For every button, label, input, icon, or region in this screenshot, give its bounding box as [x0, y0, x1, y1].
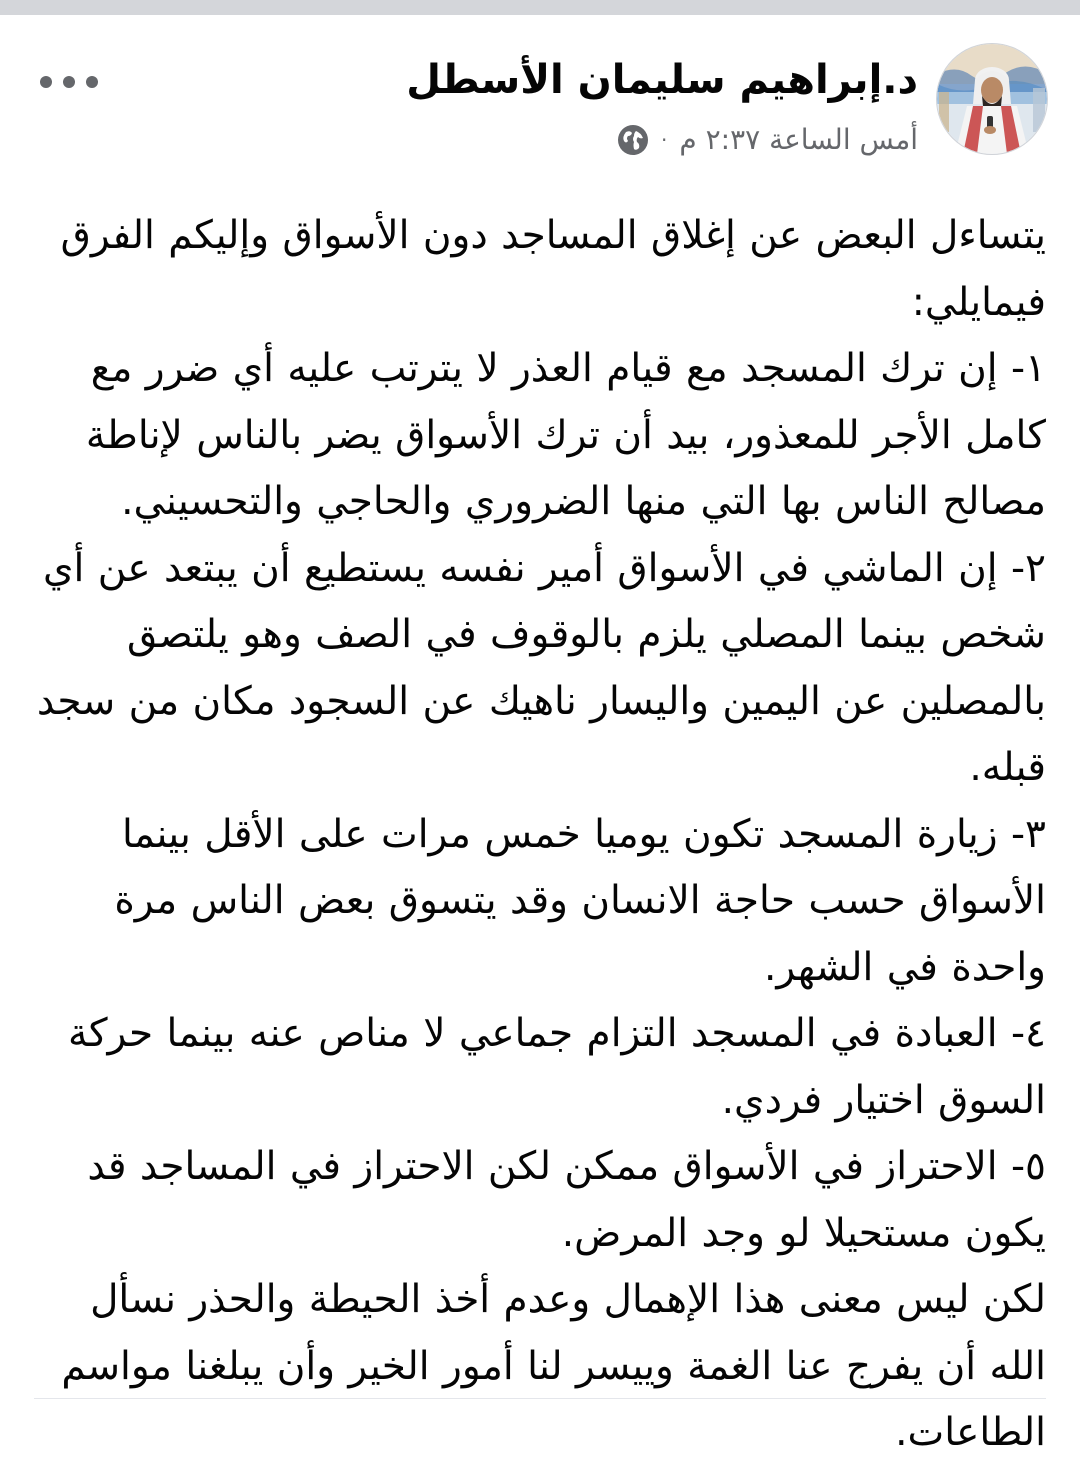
- meta-separator: ·: [661, 127, 668, 152]
- author-name[interactable]: د.إبراهيم سليمان الأسطل: [406, 57, 918, 103]
- post-text: [34, 203, 1046, 1467]
- author-avatar[interactable]: [936, 43, 1048, 155]
- more-options-dot: [40, 76, 52, 88]
- more-options-dot: [86, 76, 98, 88]
- post-paragraph: ٤- العبادة في المسجد التزام جماعي لا مناص عنه بينما حركة السوق اختيار فردي.: [68, 1011, 1046, 1123]
- avatar-photo: [937, 44, 1047, 154]
- post-paragraph: ٣- زيارة المسجد تكون يوميا خمس مرات على الأقل بينما الأسواق حسب حاجة الانسان وقد يتسوق بعض الناس مرة واحدة في الشهر.: [114, 811, 1046, 990]
- post-paragraph: ٥- الاحتراز في الأسواق ممكن لكن الاحتراز في المساجد قد يكون مستحيلا لو وجد المرض.: [87, 1144, 1046, 1256]
- more-options-button[interactable]: [40, 71, 98, 93]
- post-paragraph: يتساءل البعض عن إغلاق المساجد دون الأسواق وإليكم الفرق فيمايلي:: [60, 213, 1046, 325]
- post-paragraph: ٢- إن الماشي في الأسواق أمير نفسه يستطيع أن يبتعد عن أي شخص بينما المصلي يلزم بالوقوف في الصف وهو يلتصق بالمصلين عن اليمين واليسار ناهيك عن السجود مكان من سجد قبله.: [36, 545, 1046, 790]
- post-header: [40, 43, 1048, 173]
- facebook-post: [0, 15, 1080, 1455]
- post-paragraph: لكن ليس معنى هذا الإهمال وعدم أخذ الحيطة والحذر نسأل الله أن يفرج عنا الغمة وييسر لنا أمور الخير وأن يبلغنا مواسم الطاعات.: [61, 1277, 1046, 1455]
- top-divider-strip: [0, 0, 1080, 15]
- post-meta: [617, 123, 918, 156]
- globe-icon[interactable]: [617, 124, 649, 156]
- more-options-dot: [63, 76, 75, 88]
- post-timestamp[interactable]: أمس الساعة ٢:٣٧ م: [679, 123, 918, 156]
- post-paragraph: ١- إن ترك المسجد مع قيام العذر لا يترتب عليه أي ضرر مع كامل الأجر للمعذور، بيد أن ترك الأسواق يضر بالناس لإناطة مصالح الناس بها التي منها الضروري والحاجي والتحسيني.: [85, 346, 1046, 524]
